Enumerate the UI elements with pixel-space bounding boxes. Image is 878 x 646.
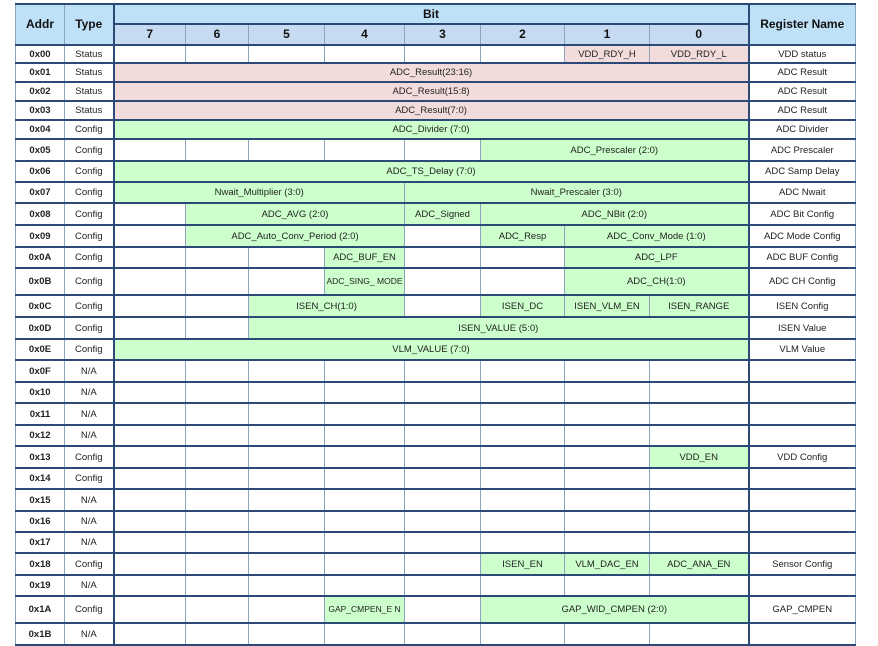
bit-field: ADC_CH(1:0) <box>565 268 749 295</box>
empty-bit-cell <box>405 596 481 623</box>
register-row-0x02 <box>16 82 856 101</box>
empty-bit-cell <box>249 382 325 403</box>
bit-field: ADC_Resp <box>481 225 565 247</box>
bit-4-header: 4 <box>325 24 405 45</box>
bit-field: ADC_Prescaler (2:0) <box>481 139 749 161</box>
type-cell: N/A <box>65 575 114 596</box>
empty-bit-cell <box>114 446 186 468</box>
register-name-cell <box>749 575 856 596</box>
empty-bit-cell <box>186 596 249 623</box>
empty-bit-cell <box>325 623 405 645</box>
bit-field: Nwait_Prescaler (3:0) <box>405 182 749 203</box>
empty-bit-cell <box>325 575 405 596</box>
register-row-0x12 <box>16 425 856 446</box>
empty-bit-cell <box>186 468 249 489</box>
register-row-0x09 <box>16 225 856 247</box>
empty-bit-cell <box>481 446 565 468</box>
address-cell: 0x09 <box>16 225 65 247</box>
address-cell: 0x17 <box>16 532 65 553</box>
empty-bit-cell <box>114 489 186 511</box>
empty-bit-cell <box>114 596 186 623</box>
bit-field: ADC_AVG (2:0) <box>186 203 405 225</box>
empty-bit-cell <box>186 425 249 446</box>
empty-bit-cell <box>186 403 249 425</box>
address-cell: 0x1A <box>16 596 65 623</box>
address-cell: 0x0A <box>16 247 65 268</box>
address-cell: 0x16 <box>16 511 65 532</box>
bit-field: ADC_Signed <box>405 203 481 225</box>
empty-bit-cell <box>650 382 749 403</box>
type-cell: Config <box>65 446 114 468</box>
type-cell: Status <box>65 63 114 82</box>
empty-bit-cell <box>565 468 650 489</box>
register-name-cell <box>749 360 856 382</box>
empty-bit-cell <box>114 425 186 446</box>
register-row-0x13 <box>16 446 856 468</box>
type-cell: Config <box>65 295 114 317</box>
type-cell: Status <box>65 101 114 120</box>
empty-bit-cell <box>325 403 405 425</box>
type-cell: Status <box>65 45 114 63</box>
type-cell: Config <box>65 468 114 489</box>
empty-bit-cell <box>405 425 481 446</box>
register-name-cell: ISEN Value <box>749 317 856 339</box>
bit-field: ADC_BUF_EN <box>325 247 405 268</box>
empty-bit-cell <box>650 360 749 382</box>
bit-field: ADC_TS_Delay (7:0) <box>114 161 749 182</box>
empty-bit-cell <box>249 468 325 489</box>
address-cell: 0x02 <box>16 82 65 101</box>
type-cell: Config <box>65 268 114 295</box>
empty-bit-cell <box>325 511 405 532</box>
empty-bit-cell <box>114 295 186 317</box>
register-name-cell <box>749 382 856 403</box>
empty-bit-cell <box>565 623 650 645</box>
empty-bit-cell <box>481 247 565 268</box>
type-cell: Config <box>65 203 114 225</box>
register-name-cell: ISEN Config <box>749 295 856 317</box>
bit-field: VDD_EN <box>650 446 749 468</box>
bit-field: VLM_VALUE (7:0) <box>114 339 749 360</box>
empty-bit-cell <box>114 532 186 553</box>
bit-field: VDD_RDY_H <box>565 45 650 63</box>
empty-bit-cell <box>186 247 249 268</box>
empty-bit-cell <box>405 360 481 382</box>
empty-bit-cell <box>325 446 405 468</box>
empty-bit-cell <box>114 382 186 403</box>
empty-bit-cell <box>405 446 481 468</box>
bit-7-header: 7 <box>114 24 186 45</box>
empty-bit-cell <box>565 425 650 446</box>
empty-bit-cell <box>481 382 565 403</box>
empty-bit-cell <box>325 553 405 575</box>
register-row-0x0D <box>16 317 856 339</box>
register-name-cell <box>749 468 856 489</box>
empty-bit-cell <box>325 360 405 382</box>
bit-field: ISEN_CH(1:0) <box>249 295 405 317</box>
empty-bit-cell <box>114 317 186 339</box>
address-cell: 0x00 <box>16 45 65 63</box>
register-row-0x05 <box>16 139 856 161</box>
bit-0-header: 0 <box>650 24 749 45</box>
empty-bit-cell <box>565 403 650 425</box>
empty-bit-cell <box>249 45 325 63</box>
type-cell: Config <box>65 120 114 139</box>
empty-bit-cell <box>186 446 249 468</box>
empty-bit-cell <box>405 382 481 403</box>
register-name-cell: Sensor Config <box>749 553 856 575</box>
register-row-0x18 <box>16 553 856 575</box>
register-row-0x07 <box>16 182 856 203</box>
register-row-0x06 <box>16 161 856 182</box>
address-cell: 0x15 <box>16 489 65 511</box>
empty-bit-cell <box>114 268 186 295</box>
bit-field: ADC_Conv_Mode (1:0) <box>565 225 749 247</box>
empty-bit-cell <box>325 45 405 63</box>
empty-bit-cell <box>405 225 481 247</box>
bit-field: ISEN_RANGE <box>650 295 749 317</box>
empty-bit-cell <box>186 360 249 382</box>
register-row-0x1A <box>16 596 856 623</box>
register-name-cell: ADC Nwait <box>749 182 856 203</box>
register-map-table <box>15 3 856 646</box>
register-name-cell: ADC Result <box>749 63 856 82</box>
addr-header: Addr <box>16 4 65 45</box>
type-cell: Status <box>65 82 114 101</box>
empty-bit-cell <box>186 489 249 511</box>
register-row-0x19 <box>16 575 856 596</box>
address-cell: 0x0C <box>16 295 65 317</box>
empty-bit-cell <box>565 489 650 511</box>
bit-field: VDD_RDY_L <box>650 45 749 63</box>
empty-bit-cell <box>186 575 249 596</box>
register-row-0x0F <box>16 360 856 382</box>
register-name-cell: VDD status <box>749 45 856 63</box>
empty-bit-cell <box>186 139 249 161</box>
empty-bit-cell <box>650 468 749 489</box>
empty-bit-cell <box>481 575 565 596</box>
type-cell: N/A <box>65 511 114 532</box>
empty-bit-cell <box>249 575 325 596</box>
type-cell: Config <box>65 339 114 360</box>
register-name-cell <box>749 511 856 532</box>
bit-field: GAP_WID_CMPEN (2:0) <box>481 596 749 623</box>
empty-bit-cell <box>249 511 325 532</box>
register-name-cell: ADC Result <box>749 82 856 101</box>
register-name-cell: ADC Divider <box>749 120 856 139</box>
empty-bit-cell <box>481 468 565 489</box>
bit-field: ISEN_EN <box>481 553 565 575</box>
bit-field: VLM_DAC_EN <box>565 553 650 575</box>
register-row-0x0C <box>16 295 856 317</box>
empty-bit-cell <box>405 489 481 511</box>
type-cell: N/A <box>65 360 114 382</box>
empty-bit-cell <box>650 511 749 532</box>
register-name-cell <box>749 425 856 446</box>
empty-bit-cell <box>481 532 565 553</box>
empty-bit-cell <box>186 511 249 532</box>
empty-bit-cell <box>114 623 186 645</box>
bit-3-header: 3 <box>405 24 481 45</box>
bit-field: ISEN_DC <box>481 295 565 317</box>
bit-field: GAP_CMPEN_E N <box>325 596 405 623</box>
empty-bit-cell <box>325 532 405 553</box>
register-row-0x15 <box>16 489 856 511</box>
empty-bit-cell <box>650 623 749 645</box>
register-row-0x0A <box>16 247 856 268</box>
register-name-cell: ADC Result <box>749 101 856 120</box>
empty-bit-cell <box>186 553 249 575</box>
register-name-cell: GAP_CMPEN <box>749 596 856 623</box>
empty-bit-cell <box>249 268 325 295</box>
empty-bit-cell <box>405 623 481 645</box>
bit-5-header: 5 <box>249 24 325 45</box>
address-cell: 0x05 <box>16 139 65 161</box>
empty-bit-cell <box>565 360 650 382</box>
empty-bit-cell <box>249 360 325 382</box>
empty-bit-cell <box>325 425 405 446</box>
empty-bit-cell <box>186 623 249 645</box>
address-cell: 0x06 <box>16 161 65 182</box>
empty-bit-cell <box>405 247 481 268</box>
register-name-cell <box>749 532 856 553</box>
empty-bit-cell <box>249 446 325 468</box>
empty-bit-cell <box>405 403 481 425</box>
register-name-cell: ADC Mode Config <box>749 225 856 247</box>
type-cell: Config <box>65 225 114 247</box>
empty-bit-cell <box>114 468 186 489</box>
register-row-0x11 <box>16 403 856 425</box>
register-name-header: Register Name <box>749 4 856 45</box>
type-cell: N/A <box>65 623 114 645</box>
type-cell: Config <box>65 317 114 339</box>
bit-field: ADC_Result(23:16) <box>114 63 749 82</box>
address-cell: 0x14 <box>16 468 65 489</box>
register-name-cell: ADC Prescaler <box>749 139 856 161</box>
register-name-cell <box>749 403 856 425</box>
address-cell: 0x1B <box>16 623 65 645</box>
bit-field: ISEN_VLM_EN <box>565 295 650 317</box>
type-cell: Config <box>65 139 114 161</box>
register-name-cell <box>749 623 856 645</box>
empty-bit-cell <box>325 382 405 403</box>
empty-bit-cell <box>186 317 249 339</box>
bit-field: ADC_Auto_Conv_Period (2:0) <box>186 225 405 247</box>
register-row-0x08 <box>16 203 856 225</box>
register-row-0x10 <box>16 382 856 403</box>
address-cell: 0x01 <box>16 63 65 82</box>
bit-field: ISEN_VALUE (5:0) <box>249 317 749 339</box>
empty-bit-cell <box>325 489 405 511</box>
empty-bit-cell <box>405 511 481 532</box>
empty-bit-cell <box>249 532 325 553</box>
empty-bit-cell <box>114 511 186 532</box>
empty-bit-cell <box>405 295 481 317</box>
empty-bit-cell <box>325 468 405 489</box>
type-cell: N/A <box>65 403 114 425</box>
empty-bit-cell <box>481 45 565 63</box>
empty-bit-cell <box>405 139 481 161</box>
address-cell: 0x0E <box>16 339 65 360</box>
address-cell: 0x0F <box>16 360 65 382</box>
empty-bit-cell <box>565 511 650 532</box>
empty-bit-cell <box>186 532 249 553</box>
register-row-0x16 <box>16 511 856 532</box>
register-row-0x01 <box>16 63 856 82</box>
empty-bit-cell <box>249 623 325 645</box>
register-row-0x1B <box>16 623 856 645</box>
type-cell: N/A <box>65 489 114 511</box>
register-row-0x14 <box>16 468 856 489</box>
empty-bit-cell <box>565 575 650 596</box>
empty-bit-cell <box>481 623 565 645</box>
empty-bit-cell <box>405 575 481 596</box>
address-cell: 0x13 <box>16 446 65 468</box>
empty-bit-cell <box>481 425 565 446</box>
type-cell: N/A <box>65 382 114 403</box>
address-cell: 0x11 <box>16 403 65 425</box>
type-header: Type <box>65 4 114 45</box>
empty-bit-cell <box>186 268 249 295</box>
register-row-0x17 <box>16 532 856 553</box>
empty-bit-cell <box>405 553 481 575</box>
address-cell: 0x08 <box>16 203 65 225</box>
empty-bit-cell <box>325 139 405 161</box>
empty-bit-cell <box>565 446 650 468</box>
type-cell: Config <box>65 161 114 182</box>
empty-bit-cell <box>249 553 325 575</box>
type-cell: Config <box>65 247 114 268</box>
bit-field: ADC_ANA_EN <box>650 553 749 575</box>
bit-field: Nwait_Multiplier (3:0) <box>114 182 405 203</box>
empty-bit-cell <box>114 139 186 161</box>
empty-bit-cell <box>114 45 186 63</box>
type-cell: Config <box>65 182 114 203</box>
address-cell: 0x04 <box>16 120 65 139</box>
bit-field: ADC_NBit (2:0) <box>481 203 749 225</box>
address-cell: 0x10 <box>16 382 65 403</box>
register-row-0x0B <box>16 268 856 295</box>
empty-bit-cell <box>650 532 749 553</box>
register-name-cell: ADC Bit Config <box>749 203 856 225</box>
type-cell: Config <box>65 596 114 623</box>
empty-bit-cell <box>114 553 186 575</box>
bit-1-header: 1 <box>565 24 650 45</box>
empty-bit-cell <box>114 403 186 425</box>
empty-bit-cell <box>114 203 186 225</box>
empty-bit-cell <box>481 489 565 511</box>
register-row-0x04 <box>16 120 856 139</box>
empty-bit-cell <box>405 532 481 553</box>
type-cell: Config <box>65 553 114 575</box>
empty-bit-cell <box>405 468 481 489</box>
empty-bit-cell <box>249 247 325 268</box>
empty-bit-cell <box>405 268 481 295</box>
empty-bit-cell <box>650 425 749 446</box>
register-name-cell: ADC BUF Config <box>749 247 856 268</box>
empty-bit-cell <box>114 575 186 596</box>
empty-bit-cell <box>249 596 325 623</box>
empty-bit-cell <box>249 489 325 511</box>
register-name-cell <box>749 489 856 511</box>
address-cell: 0x0B <box>16 268 65 295</box>
empty-bit-cell <box>186 382 249 403</box>
address-cell: 0x18 <box>16 553 65 575</box>
address-cell: 0x0D <box>16 317 65 339</box>
empty-bit-cell <box>249 425 325 446</box>
empty-bit-cell <box>114 247 186 268</box>
register-row-0x0E <box>16 339 856 360</box>
empty-bit-cell <box>249 139 325 161</box>
empty-bit-cell <box>481 268 565 295</box>
register-row-0x00 <box>16 45 856 63</box>
bit-field: ADC_Result(7:0) <box>114 101 749 120</box>
empty-bit-cell <box>650 403 749 425</box>
address-cell: 0x03 <box>16 101 65 120</box>
empty-bit-cell <box>650 575 749 596</box>
register-row-0x03 <box>16 101 856 120</box>
bit-2-header: 2 <box>481 24 565 45</box>
address-cell: 0x12 <box>16 425 65 446</box>
address-cell: 0x07 <box>16 182 65 203</box>
bit-field: ADC_SING_ MODE <box>325 268 405 295</box>
empty-bit-cell <box>186 295 249 317</box>
type-cell: N/A <box>65 425 114 446</box>
empty-bit-cell <box>249 403 325 425</box>
empty-bit-cell <box>405 45 481 63</box>
empty-bit-cell <box>481 403 565 425</box>
empty-bit-cell <box>565 382 650 403</box>
bit-field: ADC_LPF <box>565 247 749 268</box>
type-cell: N/A <box>65 532 114 553</box>
empty-bit-cell <box>114 225 186 247</box>
empty-bit-cell <box>650 489 749 511</box>
bit-header: Bit <box>114 4 749 24</box>
bit-field: ADC_Divider (7:0) <box>114 120 749 139</box>
empty-bit-cell <box>565 532 650 553</box>
empty-bit-cell <box>114 360 186 382</box>
empty-bit-cell <box>481 511 565 532</box>
bit-6-header: 6 <box>186 24 249 45</box>
empty-bit-cell <box>186 45 249 63</box>
address-cell: 0x19 <box>16 575 65 596</box>
empty-bit-cell <box>481 360 565 382</box>
register-name-cell: ADC Samp Delay <box>749 161 856 182</box>
register-name-cell: ADC CH Config <box>749 268 856 295</box>
register-name-cell: VDD Config <box>749 446 856 468</box>
bit-field: ADC_Result(15:8) <box>114 82 749 101</box>
register-name-cell: VLM Value <box>749 339 856 360</box>
